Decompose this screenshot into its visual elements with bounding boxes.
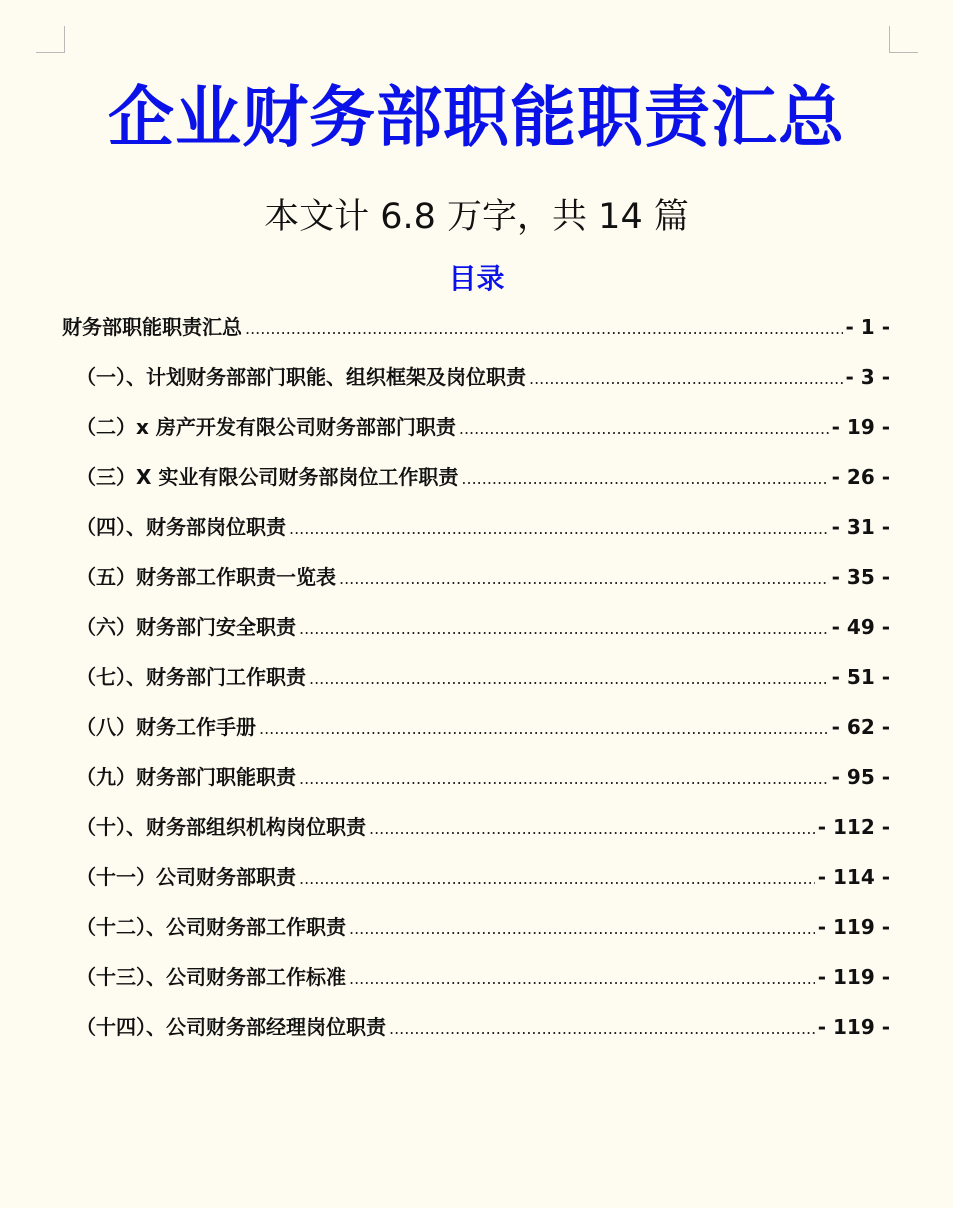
toc-entry[interactable] <box>62 304 890 350</box>
toc-entry-page: - 51 - <box>831 665 890 689</box>
toc-entry-page: - 3 - <box>845 365 890 389</box>
toc-entry[interactable] <box>76 704 890 750</box>
toc-entry-label: （十二）、公司财务部工作职责 <box>76 915 346 939</box>
toc-entry[interactable] <box>76 654 890 700</box>
toc-entry-label: （五）财务部工作职责一览表 <box>76 565 336 589</box>
toc-dot-leader <box>369 806 815 852</box>
toc-entry-label: （八）财务工作手册 <box>76 715 256 739</box>
toc-entry[interactable] <box>76 1004 890 1050</box>
toc-entry[interactable] <box>76 604 890 650</box>
toc-entry[interactable] <box>76 504 890 550</box>
document-subtitle: 本文计 6.8 万字，共 14 篇 <box>264 197 689 237</box>
toc-entry-label: （二）x 房产开发有限公司财务部部门职责 <box>76 415 456 439</box>
toc-entry[interactable] <box>76 404 890 450</box>
toc-dot-leader <box>529 356 843 402</box>
toc-entry-page: - 49 - <box>831 615 890 639</box>
toc-entry-label: （三）X 实业有限公司财务部岗位工作职责 <box>76 465 459 489</box>
toc-entry-page: - 114 - <box>817 865 890 889</box>
toc-entry-label: （九）财务部门职能职责 <box>76 765 296 789</box>
toc-dot-leader <box>299 856 815 902</box>
toc-dot-leader <box>289 506 829 552</box>
toc-entry[interactable] <box>76 904 890 950</box>
toc-entry-label: （一）、计划财务部部门职能、组织框架及岗位职责 <box>76 365 526 389</box>
toc-entry[interactable] <box>76 554 890 600</box>
toc-entry-label: 财务部职能职责汇总 <box>62 315 242 339</box>
toc-dot-leader <box>245 306 843 352</box>
toc-entry-label: （十四）、公司财务部经理岗位职责 <box>76 1015 386 1039</box>
toc-entry-label: （四）、财务部岗位职责 <box>76 515 286 539</box>
page-corner-mark-top-right <box>889 26 918 53</box>
toc-entry-page: - 119 - <box>817 1015 890 1039</box>
toc-entry-label: （十）、财务部组织机构岗位职责 <box>76 815 366 839</box>
toc-entry-label: （十一）公司财务部职责 <box>76 865 296 889</box>
toc-dot-leader <box>299 756 829 802</box>
toc-dot-leader <box>349 906 815 952</box>
toc-entry-page: - 112 - <box>817 815 890 839</box>
toc-dot-leader <box>459 406 829 452</box>
toc-entry[interactable] <box>76 804 890 850</box>
toc-entry-label: （十三）、公司财务部工作标准 <box>76 965 346 989</box>
document-title: 企业财务部职能职责汇总 <box>108 79 845 156</box>
toc-entry-page: - 119 - <box>817 965 890 989</box>
toc-entry-page: - 62 - <box>831 715 890 739</box>
toc-dot-leader <box>461 456 828 502</box>
toc-dot-leader <box>339 556 829 602</box>
toc-heading: 目录 <box>448 262 505 295</box>
toc-entry[interactable] <box>76 954 890 1000</box>
toc-dot-leader <box>299 606 829 652</box>
toc-entry-label: （六）财务部门安全职责 <box>76 615 296 639</box>
toc-entry-page: - 31 - <box>831 515 890 539</box>
toc-entry-page: - 1 - <box>845 315 890 339</box>
toc-entry[interactable] <box>76 354 890 400</box>
toc-dot-leader <box>389 1006 815 1052</box>
toc-entry-label: （七）、财务部门工作职责 <box>76 665 306 689</box>
toc-entry-page: - 35 - <box>831 565 890 589</box>
page-corner-mark-top-left <box>36 26 65 53</box>
toc-dot-leader <box>259 706 829 752</box>
toc-entry-page: - 26 - <box>831 465 890 489</box>
toc-entry[interactable] <box>76 454 890 500</box>
toc-entry-page: - 119 - <box>817 915 890 939</box>
toc-entry-page: - 95 - <box>831 765 890 789</box>
toc-dot-leader <box>349 956 815 1002</box>
toc-entry[interactable] <box>76 754 890 800</box>
toc-entry[interactable] <box>76 854 890 900</box>
toc-dot-leader <box>309 656 829 702</box>
toc-entry-page: - 19 - <box>831 415 890 439</box>
